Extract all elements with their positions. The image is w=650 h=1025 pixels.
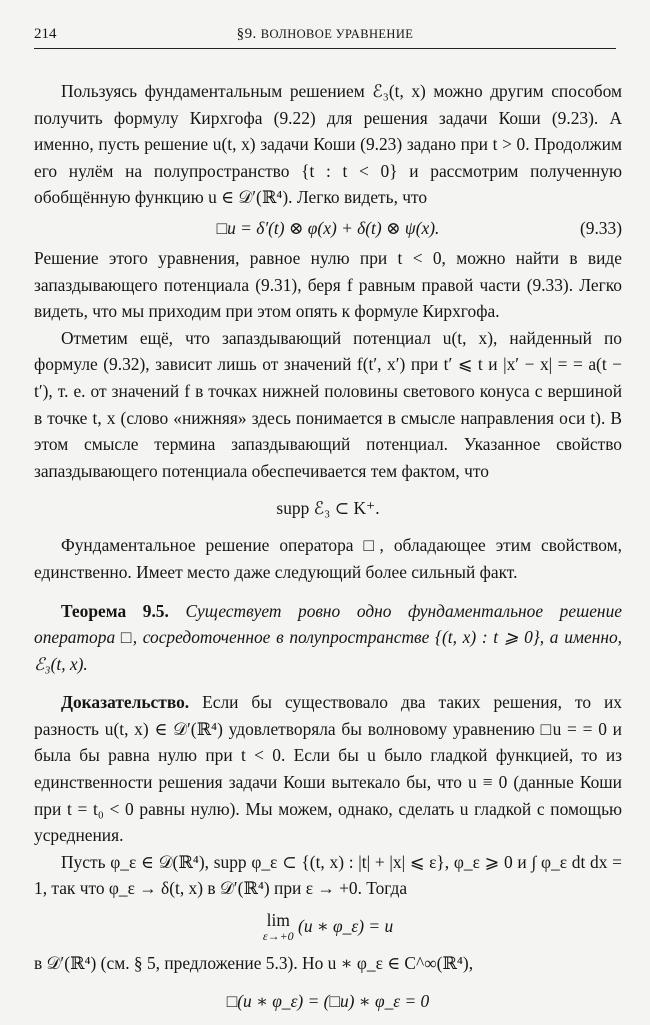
page-number: 214: [34, 26, 57, 42]
theorem-9-5: [34, 598, 622, 678]
equation-supp: [34, 486, 622, 530]
equation-limit: [34, 904, 622, 948]
page-body: [34, 78, 622, 1025]
equation-9-33-label: (9.33): [579, 217, 622, 238]
section-mark: §9.: [236, 26, 257, 42]
paragraph-uniqueness: Фундаментальное решение оператора □, обладающее этим свойством, единственно. Имеет место даже следующий более сильный факт.: [34, 535, 622, 582]
section-title: ВОЛНОВОЕ УРАВНЕНИЕ: [260, 27, 414, 41]
running-header: [34, 24, 616, 49]
spacer: [34, 586, 622, 598]
proof-label: Доказательство.: [61, 692, 190, 713]
equation-last: [34, 979, 622, 1023]
paragraph-mollifier: Пусть φ_ε ∈ 𝒟(ℝ⁴), supp φ_ε ⊂ {(t, x) : |t| + |x| ⩽ ε}, φ_ε ⩾ 0 и ∫ φ_ε dt dx = 1, так что φ_ε → δ(t, x) в 𝒟′(ℝ⁴) при ε → +0. Тогда: [34, 851, 622, 899]
limit-word: lim: [266, 910, 290, 931]
section-header: [34, 26, 616, 43]
theorem-label: Теорема 9.5.: [61, 600, 169, 621]
theorem-text: Существует ровно одно фундаментальное решение оператора □, сосредоточенное в полупространстве {(t, x) : t ⩾ 0}, а именно, ℰ₃(t, x).: [34, 600, 622, 674]
paragraph-kirchhoff-intro: Пользуясь фундаментальным решением ℰ₃(t, x) можно другим способом получить формулу Кирхгофа (9.22) для решения задачи Коши (9.23). А именно, пусть решение u(t, x) задачи Коши (9.23) задано при t > 0. Продолжим его нулём на полупространство {t : t < 0} и рассмотрим полученную обобщённую функцию u ∈ 𝒟′(ℝ⁴). Легко видеть, что: [34, 81, 622, 208]
paragraph-retarded-potential: Отметим ещё, что запаздывающий потенциал u(t, x), найденный по формуле (9.32), зависит лишь от значений f(t′, x′) при t′ ⩽ t и |x′ − x| = = a(t − t′), т. е. от значений f в точках нижней половины светового конуса с вершиной в точке t, x (слово «нижняя» здесь понимается в смысле направления оси t). В этом смысле термина запаздывающий потенциал. Указанное свойство запаздывающего потенциала обеспечивается тем фактом, что: [34, 327, 622, 481]
limit-operator: [263, 912, 294, 944]
proof-text: Если бы существовало два таких решения, то их разность u(t, x) ∈ 𝒟′(ℝ⁴) удовлетворяла бы волновому уравнению □u = = 0 и была бы равна нулю при t < 0. Если бы u было гладкой функцией, то из единственности решения задачи Коши вытекало бы, что u ≡ 0 (данные Коши при t = t₀ < 0 равны нулю). Мы можем, однако, сделать u гладкой с помощью усреднения.: [34, 692, 622, 846]
limit-expression: (u ∗ φ_ε) = u: [298, 916, 394, 937]
limit-subscript: ε→+0: [262, 929, 294, 944]
paragraph-retarded-solution: Решение этого уравнения, равное нулю при t < 0, можно найти в виде запаздывающего потенциала (9.31), беря f равным правой части (9.33). Легко видеть, что мы приходим при этом опять к формуле Кирхгофа.: [34, 247, 622, 322]
equation-9-33: [34, 213, 622, 243]
proof-paragraph: [34, 689, 622, 849]
equation-last-formula: □(u ∗ φ_ε) = (□u) ∗ φ_ε = 0: [226, 990, 430, 1011]
paragraph-smooth-convolution: в 𝒟′(ℝ⁴) (см. § 5, предложение 5.3). Но u ∗ φ_ε ∈ C^∞(ℝ⁴),: [34, 953, 474, 974]
equation-supp-formula: supp ℰ₃ ⊂ K⁺.: [276, 498, 380, 519]
spacer: [34, 677, 622, 689]
equation-9-33-formula: □u = δ′(t) ⊗ φ(x) + δ(t) ⊗ ψ(x).: [216, 217, 440, 238]
